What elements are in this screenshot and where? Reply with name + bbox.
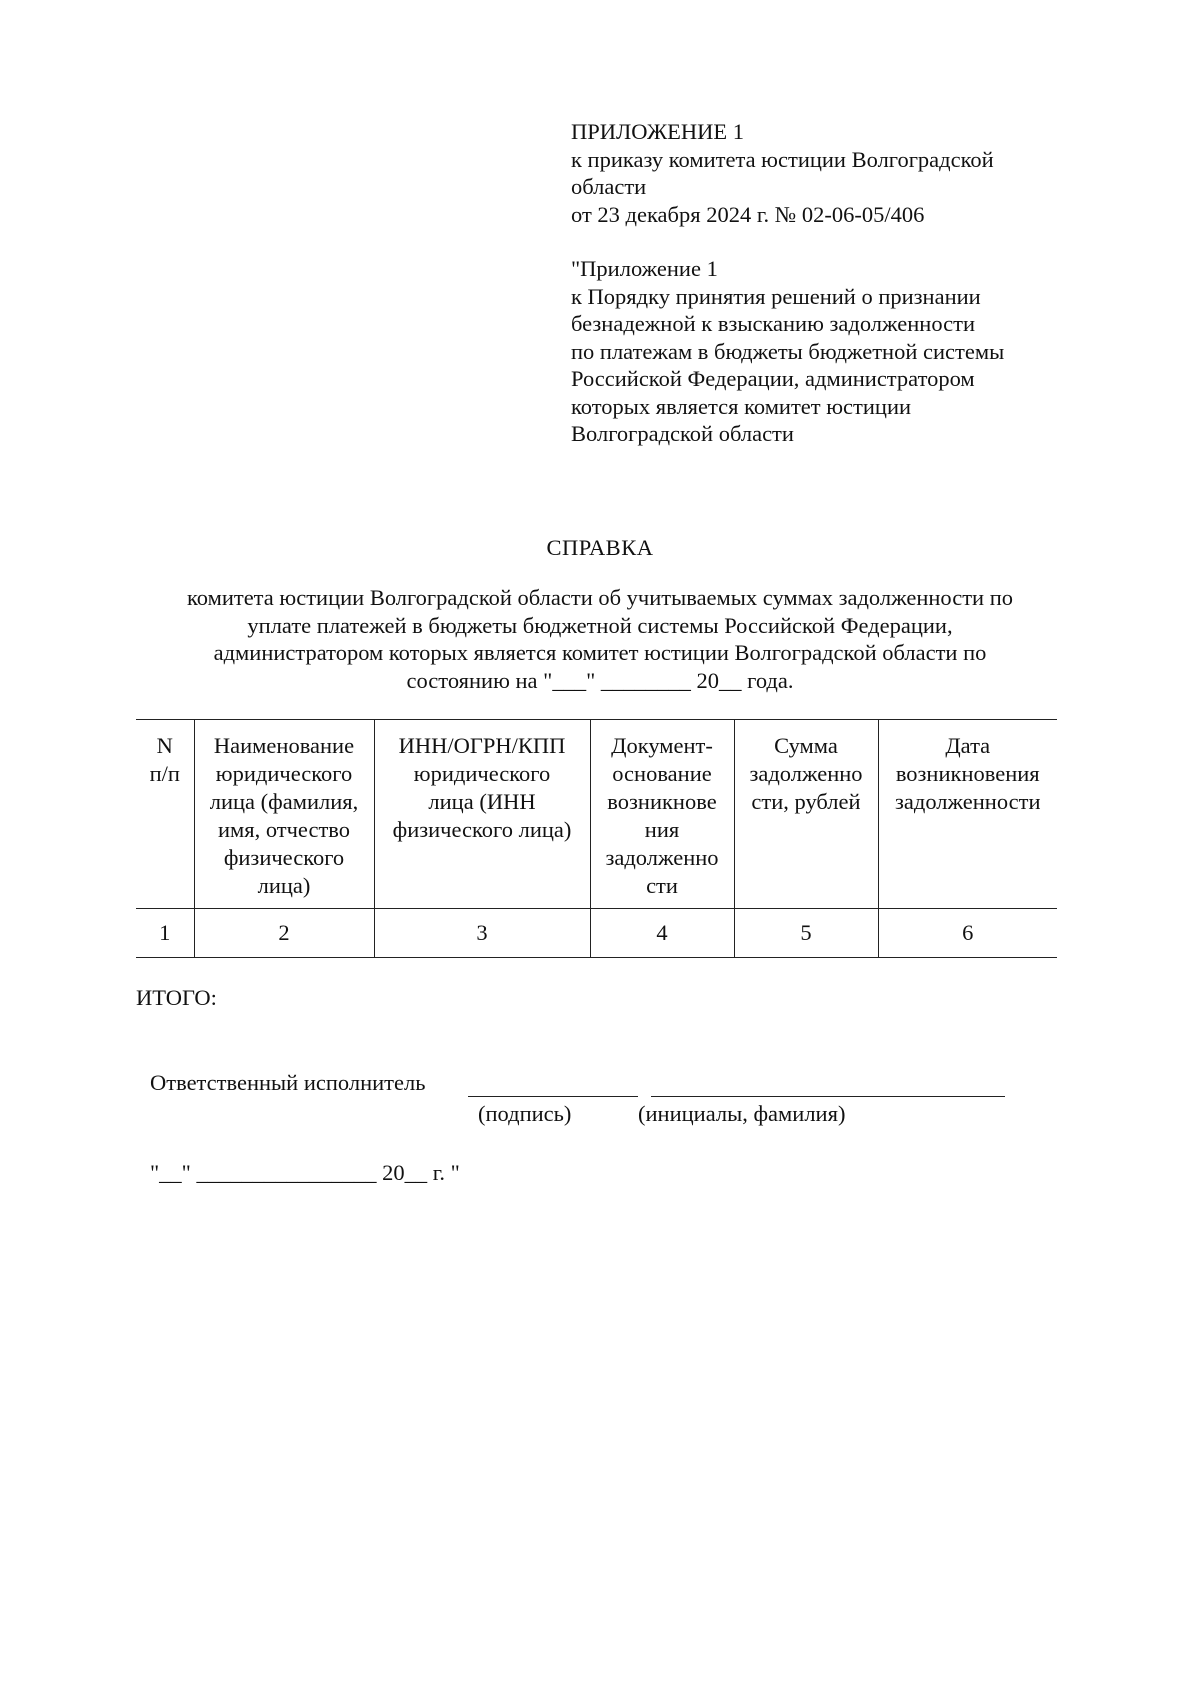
header-line: Наименование (213, 733, 355, 758)
header-basis-document (590, 720, 734, 909)
annex-line: области (571, 174, 647, 199)
name-caption: (инициалы, фамилия) (638, 1101, 846, 1126)
header-debt-amount (734, 720, 878, 909)
subtitle-line: комитета юстиции Волгоградской области об учитываемых суммах задолженности по (186, 585, 1014, 610)
header-line: Сумма (774, 733, 838, 758)
header-line: задолженно (749, 761, 863, 786)
date-line: "__" ________________ 20__ г. " (150, 1160, 460, 1185)
header-line: Дата (945, 733, 991, 758)
annex-quoted-line: к Порядку принятия решений о признании (571, 283, 981, 309)
debt-table (136, 719, 1057, 958)
table-row (136, 909, 1057, 958)
annex-quoted-line: Волгоградской области (571, 421, 794, 446)
signature-caption: (подпись) (478, 1101, 572, 1126)
column-number-cell: 3 (374, 909, 590, 958)
document-subtitle (100, 584, 1100, 694)
annex-header (571, 118, 1091, 448)
header-line: имя, отчество (217, 817, 351, 842)
annex-line: к приказу комитета юстиции Волгоградской (571, 146, 994, 172)
annex-line: от 23 декабря 2024 г. № 02-06-05/406 (571, 201, 925, 227)
subtitle-line: администратором которых является комитет юстиции Волгоградской области по (213, 640, 987, 665)
header-line: физического (223, 845, 345, 870)
column-number-cell: 5 (734, 909, 878, 958)
header-line: возникнове (607, 789, 717, 814)
header-line: лица (фамилия, (209, 789, 359, 814)
header-number (136, 720, 194, 909)
signature-label: Ответственный исполнитель (150, 1070, 426, 1095)
annex-quoted-line: которых является комитет юстиции (571, 393, 912, 419)
column-number-cell: 4 (590, 909, 734, 958)
document-title: СПРАВКА (546, 535, 654, 560)
subtitle-line: уплате платежей в бюджеты бюджетной системы Российской Федерации, (247, 612, 953, 638)
header-line: лица) (257, 873, 311, 898)
signature-line (468, 1096, 638, 1097)
header-line: ИНН/ОГРН/КПП (398, 733, 566, 758)
header-line: задолженно (605, 845, 719, 870)
annex-quoted-line: безнадежной к взысканию задолженности (571, 311, 976, 336)
header-line: сти, рублей (751, 789, 861, 814)
total-label: ИТОГО: (136, 985, 217, 1010)
column-number-cell: 2 (194, 909, 374, 958)
subtitle-line: состоянию на "___" ________ 20__ года. (406, 667, 794, 693)
name-line (651, 1096, 1005, 1097)
header-line: задолженности (895, 789, 1041, 814)
header-line: лица (ИНН (428, 789, 536, 814)
header-line: сти (646, 873, 678, 898)
header-line: Документ- (611, 733, 713, 758)
annex-gap (571, 228, 1091, 255)
header-inn (374, 720, 590, 909)
annex-quoted-line: "Приложение 1 (571, 256, 718, 281)
header-line: возникновения (895, 761, 1040, 786)
column-number-cell: 6 (878, 909, 1057, 958)
header-line: юридического (413, 761, 551, 786)
header-entity-name (194, 720, 374, 909)
header-line: п/п (149, 761, 180, 786)
annex-quoted-line: Российской Федерации, администратором (571, 366, 975, 391)
annex-quoted-line: по платежам в бюджеты бюджетной системы (571, 338, 1005, 364)
header-line: N (156, 733, 173, 758)
header-line: физического лица) (392, 817, 572, 842)
header-line: основание (612, 761, 712, 786)
column-number-cell: 1 (136, 909, 194, 958)
header-line: ния (644, 817, 680, 842)
annex-line: ПРИЛОЖЕНИЕ 1 (571, 119, 744, 144)
header-debt-date (878, 720, 1057, 909)
table-header-row (136, 720, 1057, 909)
header-line: юридического (215, 761, 353, 786)
